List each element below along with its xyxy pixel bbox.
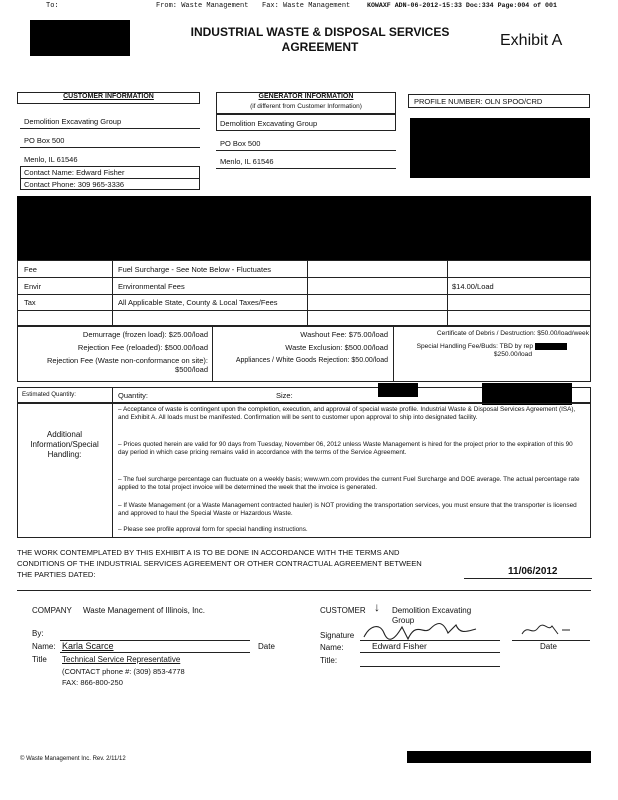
generator-name: Demolition Excavating Group bbox=[220, 119, 318, 128]
company-date-label: Date bbox=[258, 642, 275, 651]
redacted-logo bbox=[30, 20, 130, 56]
fee-row-description: Fuel Surcharge - See Note Below - Fluctuates bbox=[118, 265, 271, 274]
charge-rejection-fee: Rejection Fee (reloaded): $500.00/load bbox=[77, 343, 208, 352]
statement-line3: THE PARTIES DATED: bbox=[17, 570, 96, 579]
statement-line1: THE WORK CONTEMPLATED BY THIS EXHIBIT A IS TO BE DONE IN ACCORDANCE WITH THE TERMS AND bbox=[17, 548, 400, 557]
customer-info-header: CUSTOMER INFORMATION bbox=[63, 93, 154, 100]
quantity-field: Quantity: bbox=[118, 391, 149, 400]
fax-from: From: Waste Management bbox=[156, 2, 249, 10]
additional-info-item: – Acceptance of waste is contingent upon the completion, execution, and approval of special waste profile. Industrial Waste & Disposal Services Agreement (ISA), and Exhibit A. All loads must be manifested. Confirmation will be sent to customer upon approval to ship into designated facility. bbox=[118, 406, 576, 421]
generator-info-header: GENERATOR INFORMATION bbox=[258, 93, 354, 100]
customer-value: Demolition Excavating bbox=[392, 606, 472, 615]
additional-info-label: Handling: bbox=[47, 450, 82, 459]
arrow-down-icon: ↓ bbox=[374, 600, 380, 614]
customer-date-label: Date bbox=[540, 642, 557, 651]
fee-row-label: Fee bbox=[24, 265, 37, 274]
fee-row-label: Tax bbox=[24, 298, 36, 307]
additional-info-label: Information/Special bbox=[30, 440, 99, 449]
customer-title-label: Title: bbox=[320, 656, 338, 665]
exhibit-label: Exhibit A bbox=[500, 32, 563, 49]
fax-to: To: bbox=[46, 2, 59, 10]
customer-city: Menlo, IL 61546 bbox=[24, 155, 78, 164]
customer-label: CUSTOMER bbox=[320, 606, 366, 615]
fee-row-amount: $14.00/Load bbox=[452, 282, 494, 291]
company-name-label: Name: bbox=[32, 642, 56, 651]
company-label: COMPANY bbox=[32, 606, 72, 615]
additional-info-item: – The fuel surcharge percentage can fluctuate on a weekly basis; www.wm.com provides the current Fuel Surcharge and DOE average. The actual percentage rate applied to the total project invoice will be determined the week that the invoice is generated. bbox=[118, 476, 580, 491]
customer-address: PO Box 500 bbox=[24, 136, 65, 145]
customer-value-2: Group bbox=[392, 616, 415, 625]
company-value: Waste Management of Illinois, Inc. bbox=[83, 606, 205, 615]
company-by-label: By: bbox=[32, 629, 44, 638]
generator-info-subheader: (if different from Customer Information) bbox=[250, 103, 362, 110]
charge-special-handling: Special Handling Fee/Buds: TBD by rep bbox=[416, 343, 533, 350]
fax-ref: KOWAXF ADN-06-2012-15:33 Doc:334 Page:004 of 001 bbox=[367, 2, 557, 9]
fee-row-description: Environmental Fees bbox=[118, 282, 185, 291]
redacted-footer bbox=[407, 751, 591, 763]
generator-city: Menlo, IL 61546 bbox=[220, 157, 274, 166]
customer-name: Demolition Excavating Group bbox=[24, 117, 122, 126]
size-field: Size: bbox=[276, 391, 293, 400]
charge-demurrage: Demurrage (frozen load): $25.00/load bbox=[82, 330, 208, 339]
additional-info-item: – Prices quoted herein are valid for 90 days from Tuesday, November 06, 2012 unless Waste Management is hired for the project prior to the expiration of this 90 day period in which case pricing remains valid in accordance with the terms of the Service Agreement. bbox=[118, 441, 573, 456]
fee-row-description: All Applicable State, County & Local Taxes/Fees bbox=[118, 298, 278, 307]
date-signed: 11/06/2012 bbox=[508, 566, 558, 577]
charge-rejection-waste: Rejection Fee (Waste non-conformance on site): $500/load bbox=[46, 356, 208, 374]
charge-appliance: Appliances / White Goods Rejection: $50.00/load bbox=[235, 357, 388, 364]
additional-info-item: – If Waste Management (or a Waste Management contracted hauler) is NOT providing the transportation services, you must ensure that the transporter is licensed and approved to haul the Special Waste or Hazardous Waste. bbox=[118, 502, 577, 517]
redacted-profile-details bbox=[410, 118, 590, 178]
customer-name-label: Name: bbox=[320, 643, 344, 652]
company-title-value: Technical Service Representative bbox=[62, 655, 181, 664]
customer-signature-label: Signature bbox=[320, 631, 355, 640]
generator-address: PO Box 500 bbox=[220, 139, 261, 148]
company-title-label: Title bbox=[32, 655, 47, 664]
company-name-value: Karla Scarce bbox=[62, 641, 114, 651]
charge-washout: Washout Fee: $75.00/load bbox=[300, 330, 388, 339]
document-title-line1: INDUSTRIAL WASTE & DISPOSAL SERVICES bbox=[190, 25, 450, 39]
customer-contact-name: Contact Name: Edward Fisher bbox=[24, 168, 125, 177]
fee-row-label: Envir bbox=[24, 282, 42, 291]
fee-table bbox=[17, 260, 591, 326]
document-title-line2: AGREEMENT bbox=[281, 40, 359, 54]
redacted-pricing-table bbox=[17, 196, 591, 260]
redacted-size bbox=[378, 383, 418, 397]
additional-info-item: – Please see profile approval form for special handling instructions. bbox=[118, 526, 308, 533]
statement-line2: CONDITIONS OF THE INDUSTRIAL SERVICES AGREEMENT OR OTHER CONTRACTUAL AGREEMENT BETWEEN bbox=[17, 559, 422, 568]
charge-waste-exclusion: Waste Exclusion: $500.00/load bbox=[285, 343, 388, 352]
additional-info-label: Additional bbox=[46, 430, 83, 439]
company-fax: FAX: 866-800-250 bbox=[62, 678, 123, 687]
fax-fax: Fax: Waste Management bbox=[262, 2, 351, 10]
profile-number: PROFILE NUMBER: OLN SPOO/CRD bbox=[414, 97, 543, 106]
footer-copyright: © Waste Management Inc. Rev. 2/11/12 bbox=[20, 756, 126, 762]
customer-contact-phone: Contact Phone: 309 965-3336 bbox=[24, 180, 125, 189]
quantity-label: Estimated Quantity: bbox=[22, 391, 76, 398]
customer-date-signature bbox=[518, 618, 578, 640]
charge-certificate: Certificate of Debris / Destruction: $50.00/load/week bbox=[436, 330, 589, 337]
redacted-special-handling bbox=[535, 343, 567, 350]
redacted-quantity-extra bbox=[482, 383, 572, 405]
charge-special-handling-2: $250.00/load bbox=[493, 351, 532, 358]
company-phone: (CONTACT phone #: (309) 853-4778 bbox=[62, 667, 185, 676]
customer-name-value: Edward Fisher bbox=[372, 641, 427, 651]
